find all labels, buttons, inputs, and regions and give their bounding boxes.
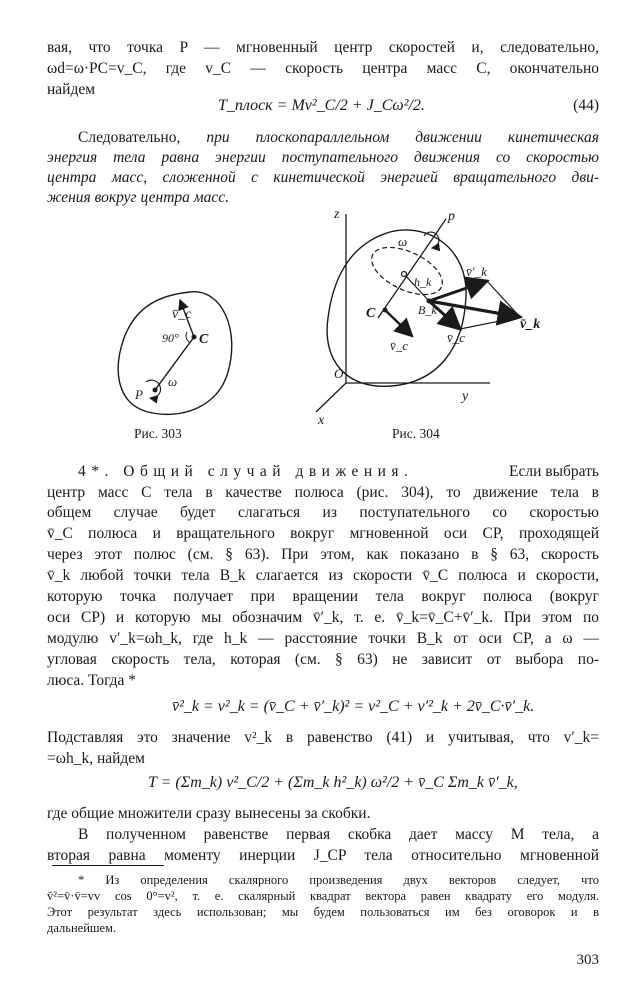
text-line: которую точка получает при вращении тела вокруг полюса (вокруг <box>47 588 599 605</box>
label-vk: v̄_k <box>520 317 541 332</box>
text-line: В полученном равенстве первая скобка дает массу M тела, а <box>78 826 599 843</box>
text-line: v̄_k любой точки тела B_k слагается из скорости v̄_C полюса и скорости, <box>47 567 599 584</box>
label-omega: ω <box>398 234 408 249</box>
equation-vk-squared: v̄²_k = v²_k = (v̄_C + v̄′_k)² = v²_C + v′²_k + 2v̄_C·v̄′_k. <box>172 698 535 715</box>
text-line: общем случае будет слагаться из поступательного со скоростью <box>47 504 599 521</box>
text-line: ωd=ω·PC=v_C, где v_C — скорость центра масс C, окончательно <box>47 60 599 77</box>
label-angle: 90° <box>162 331 179 345</box>
figure-303-caption: Рис. 303 <box>134 426 182 441</box>
label-c: C <box>366 306 376 321</box>
section-4-line-1 <box>78 462 599 482</box>
axis-point <box>402 272 407 277</box>
text-line: v̄_C полюса и вращательного вокруг мгновенной оси CP, проходящей <box>47 525 599 542</box>
text-line: вая, что точка P — мгновенный центр скоростей и, следовательно, <box>47 39 599 56</box>
text-line: угловая скорость тела, которая (см. § 63) не зависит от выбора по- <box>47 651 599 668</box>
text-line: центр масс C тела в качестве полюса (рис. 304), то движение тела в <box>47 484 599 501</box>
text-line: через этот полюс (см. § 63). При этом, как показано в § 63, скорость <box>47 546 599 563</box>
equation-number: (44) <box>573 97 599 114</box>
text-line: вторая равна моменту инерции J_CP тела относительно мгновенной <box>47 847 599 864</box>
vector-vc-from-c <box>385 310 412 336</box>
text-line: найдем <box>47 81 96 98</box>
vector-vk-prime <box>429 281 487 301</box>
label-bk: B_k <box>418 303 437 317</box>
footnote-rule <box>52 865 164 866</box>
conclusion-line: жения вокруг центра масс. <box>47 189 230 206</box>
text-line: =ωh_k, найдем <box>47 750 145 767</box>
figure-304-caption: Рис. 304 <box>392 426 440 441</box>
equation-44: T_плоск = Mv²_C/2 + J_Cω²/2. <box>218 97 425 114</box>
label-z: z <box>334 207 340 222</box>
parallelogram-side <box>460 317 520 329</box>
label-vk-prime: v̄′_k <box>466 264 487 279</box>
label-c: C <box>199 332 209 347</box>
conclusion-line: центра масс, сложенной с кинетической энергией вращательного дви- <box>47 169 599 186</box>
text-line: Подставляя это значение v²_k в равенство (41) и учитывая, что v′_k= <box>47 729 599 746</box>
label-p: P <box>135 387 143 402</box>
label-omega: ω <box>168 374 178 389</box>
section-text: Если выбрать <box>509 463 599 480</box>
footnote-line: Этот результат здесь использован; мы будем пользоваться им без оговорок и в <box>47 905 599 919</box>
label-vc-right: v̄_c <box>447 330 466 345</box>
label-vc: v̄_c <box>172 307 192 322</box>
equation-kinetic-energy: T = (Σm_k) v²_C/2 + (Σm_k h²_k) ω²/2 + v̄_C Σm_k v̄′_k, <box>148 774 518 791</box>
text-line: люса. Тогда * <box>47 672 137 689</box>
label-hk: h_k <box>414 275 432 289</box>
label-vc-left: v̄_c <box>390 338 409 353</box>
label-x: x <box>318 413 325 428</box>
footnote-line: дальнейшем. <box>47 921 117 935</box>
body-outline <box>327 230 466 386</box>
x-axis <box>316 383 346 412</box>
label-o: O <box>334 366 344 381</box>
text-line: где общие множители сразу вынесены за скобки. <box>47 805 371 822</box>
section-heading: 4*. Общий случай движения. <box>78 463 414 480</box>
label-p: p <box>448 209 455 224</box>
label-y: y <box>462 389 469 404</box>
page-number: 303 <box>576 952 599 968</box>
conclusion-line: энергия тела равна энергии поступательного движения со скоростью <box>47 149 599 166</box>
footnote-line: * Из определения скалярного произведения двух векторов следует, что <box>78 873 599 887</box>
text-line: модулю v′_k=ωh_k, где h_k — расстояние точки B_k от оси CP, а ω — <box>47 630 599 647</box>
conclusion-text: при плоскопараллельном движении кинетическая <box>206 129 599 146</box>
conclusion-lead: Следовательно, <box>78 129 207 146</box>
text-line: оси CP) и которую мы обозначим v̄′_k, т. е. v̄_k=v̄_C+v̄′_k. При этом по <box>47 609 599 626</box>
footnote-line: v̄²=v̄·v̄=vv cos 0°=v², т. е. скалярный квадрат вектора равен квадрату его модуля. <box>47 889 599 903</box>
